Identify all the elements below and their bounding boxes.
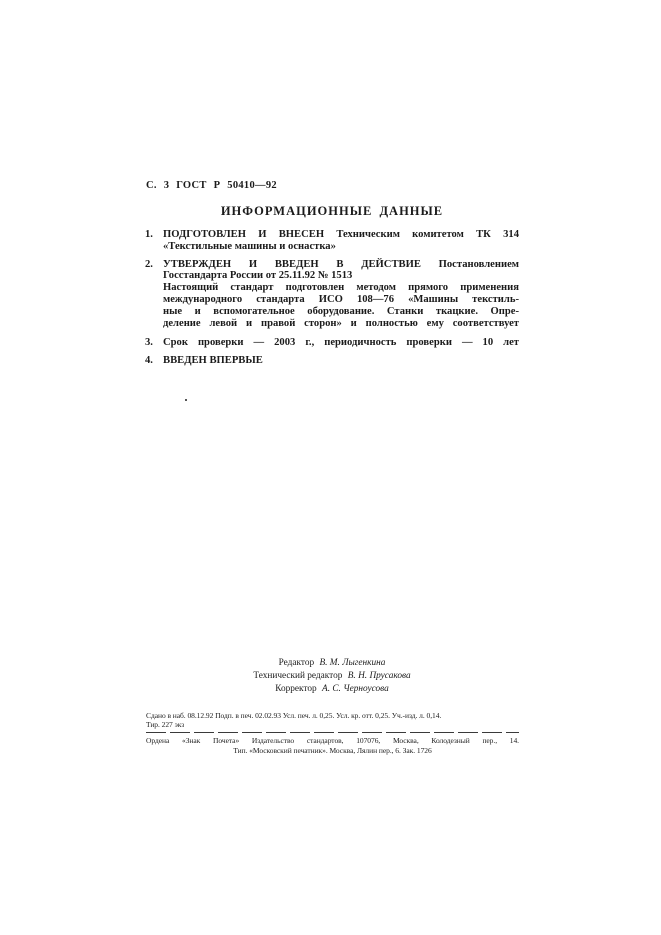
colophon-printer: Тип. «Московский печатник». Москва, Лялин пер., 6. Зак. 1726	[233, 745, 432, 755]
info-item-2	[145, 259, 519, 330]
info-item-1	[145, 229, 519, 253]
item-number: 1.	[145, 229, 153, 240]
item-line: деление левой и правой сторон» и полностью ему соответствует	[163, 317, 519, 329]
info-item-4	[145, 355, 519, 367]
page-header: С. 3 ГОСТ Р 50410—92	[146, 180, 277, 191]
credit-name: В. М. Лыгенкина	[319, 658, 386, 668]
document-title: ИНФОРМАЦИОННЫЕ ДАННЫЕ	[220, 204, 444, 218]
item-number: 3.	[145, 337, 153, 349]
colophon-print-data: Сдано в наб. 08.12.92 Подп. в печ. 02.02.93 Усл. печ. л. 0,25. Усл. кр. отт. 0,25. Уч.-изд. л. 0,14.	[146, 711, 442, 720]
credit-role: Редактор	[278, 658, 315, 668]
item-number: 4.	[145, 355, 153, 367]
item-line: ные и вспомогательное оборудование. Станки ткацкие. Опре-	[163, 305, 519, 317]
colophon-block	[146, 711, 519, 755]
item-line: ПОДГОТОВЛЕН И ВНЕСЕН Техническим комитетом ТК 314	[163, 229, 519, 240]
item-line: международного стандарта ИСО 108—76 «Машины текстиль-	[163, 293, 519, 305]
credit-row-corrector	[145, 683, 519, 696]
item-line: Госстандарта России от 25.11.92 № 1513	[163, 270, 353, 282]
item-line: Настоящий стандарт подготовлен методом прямого применения	[163, 282, 519, 294]
credit-row-technical-editor	[145, 670, 519, 683]
credit-role: Технический редактор	[253, 671, 343, 681]
item-number: 2.	[145, 258, 153, 270]
info-item-3	[145, 337, 519, 349]
colophon-publisher: Ордена «Знак Почета» Издательство стандартов, 107076, Москва, Колодезный пер., 14.	[146, 736, 519, 746]
main-content	[145, 204, 519, 367]
credit-name: В. Н. Прусакова	[347, 671, 411, 681]
credits-block	[145, 657, 519, 696]
item-line: Срок проверки — 2003 г., периодичность проверки — 10 лет	[163, 337, 519, 349]
credit-role: Корректор	[275, 684, 317, 694]
credit-name: А. С. Черноусова	[322, 684, 389, 694]
item-line: «Текстильные машины и оснастка»	[163, 240, 336, 252]
item-line: УТВЕРЖДЕН И ВВЕДЕН В ДЕЙСТВИЕ Постановлением	[163, 258, 519, 270]
ink-speck-artifact	[185, 399, 187, 401]
item-line: ВВЕДЕН ВПЕРВЫЕ	[163, 355, 263, 367]
colophon-tirage: Тир. 227 экз	[146, 720, 185, 730]
credit-row-editor	[145, 657, 519, 670]
divider-rule	[146, 732, 519, 734]
